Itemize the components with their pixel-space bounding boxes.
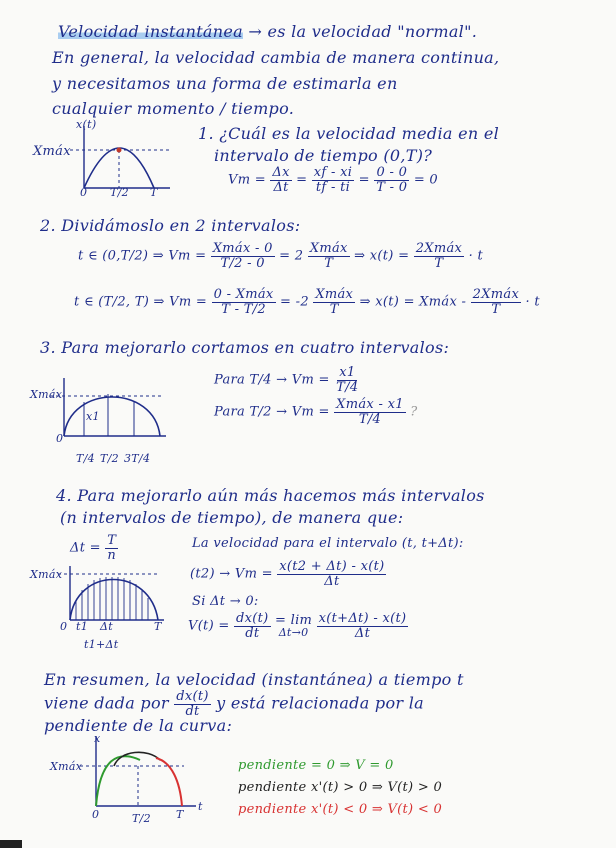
s3-p2-start: Para T/2 → Vm =	[214, 404, 330, 420]
s2-l1-mid: = 2	[279, 248, 304, 264]
summary-T: T	[176, 808, 184, 821]
s1-origin: 0	[80, 186, 88, 199]
s3-para-1	[214, 366, 360, 394]
summary-frac-num: dx(t)	[176, 689, 209, 704]
s3-title: 3. Para mejorarlo cortamos en cuatro intervalos:	[40, 338, 450, 357]
s4-lim	[275, 614, 312, 639]
intro-line-4: cualquier momento / tiempo.	[52, 99, 295, 118]
s3-p1-den: T/4	[336, 379, 359, 395]
s3-p1-frac	[334, 366, 360, 394]
s2-l1-den: T/2 - 0	[220, 255, 265, 271]
s4-t1dt: t1+Δt	[84, 638, 119, 651]
s2-l2-start: t ∈ (T/2, T) ⇒ Vm =	[74, 294, 208, 310]
s3-p2-end: ?	[410, 404, 418, 420]
s2-l2-arrow: ⇒ x(t) = Xmáx -	[359, 294, 467, 310]
s2-l1-den3: T	[434, 255, 444, 271]
s1-tfti: tf - ti	[315, 179, 351, 195]
s2-l1-arrow: ⇒ x(t) =	[354, 248, 410, 264]
s3-para-2	[214, 398, 418, 426]
s4-t1: t1	[76, 620, 89, 633]
summary-line-2-end: y está relacionada por la	[216, 693, 424, 713]
s4-vel-line: La velocidad para el intervalo (t, t+Δt):	[192, 536, 464, 551]
s2-l1-num2: Xmáx	[309, 241, 348, 256]
intro-highlight: Velocidad instantánea	[58, 22, 243, 41]
summary-line-3: pendiente de la curva:	[44, 716, 233, 735]
summary-origin: 0	[92, 808, 100, 821]
s3-origin: 0	[56, 432, 64, 445]
s1-vm: Vm =	[228, 172, 266, 188]
s2-l2-end: · t	[525, 294, 540, 310]
summary-black-rule: pendiente x'(t) > 0 ⇒ V(t) > 0	[238, 780, 443, 795]
s1-dt: Δt	[273, 179, 289, 195]
s1-dx: Δx	[272, 165, 290, 180]
summary-frac-den: dt	[185, 703, 200, 719]
s1-result: = 0	[413, 172, 439, 188]
s3-p2-num: Xmáx - x1	[336, 397, 404, 412]
scan-corner-mark	[0, 840, 22, 848]
summary-graph	[44, 730, 214, 830]
s3-p1-num: x1	[339, 365, 356, 380]
s2-l1-start: t ∈ (0,T/2) ⇒ Vm =	[78, 248, 207, 264]
s4-v-frac	[234, 612, 271, 640]
s4-dt-mark: Δt	[100, 620, 113, 633]
s1-zero: 0 - 0	[376, 165, 408, 180]
s1-eq-2: =	[358, 172, 370, 188]
s4-v-den: dt	[245, 625, 260, 641]
s2-l1-num: Xmáx - 0	[212, 241, 273, 256]
intro-line-2: En general, la velocidad cambia de manera continua,	[52, 48, 500, 67]
s1-frac-3	[374, 166, 409, 194]
s4-si: Si Δt → 0:	[192, 594, 259, 609]
s3-t2: T/2	[100, 452, 119, 465]
intro-line-3: y necesitamos una forma de estimarla en	[52, 74, 398, 93]
s2-l1-frac-1	[211, 242, 275, 270]
s2-l2-den: T - T/2	[221, 301, 266, 317]
s1-xmax: Xmáx	[33, 144, 71, 159]
s2-l1-den2: T	[324, 255, 334, 271]
s4-v-start: V(t) =	[188, 618, 230, 634]
s3-t4: T/4	[76, 452, 95, 465]
s1-T: T	[150, 186, 158, 199]
s1-question-1: 1. ¿Cuál es la velocidad media en el	[198, 124, 500, 143]
s4-line-1: 4. Para mejorarlo aún más hacemos más intervalos	[56, 486, 485, 505]
intro-line-1	[58, 22, 477, 41]
s1-t2: T/2	[110, 186, 129, 199]
s3-xmax: Xmáx	[30, 388, 63, 401]
s1-axis-label: x(t)	[76, 118, 97, 131]
s1-Tzero: T - 0	[376, 179, 408, 195]
summary-line-2-start: viene dada por	[44, 693, 169, 713]
s4-v-frac-2	[317, 612, 409, 640]
summary-frac	[174, 690, 211, 718]
s4-t2-den: Δt	[324, 573, 340, 589]
s2-l1-num3: 2Xmáx	[415, 241, 463, 256]
s1-eq-1: =	[296, 172, 308, 188]
s2-l1-frac-2	[308, 242, 350, 270]
s4-dt-label: Δt =	[70, 540, 101, 556]
s4-t2-formula	[190, 560, 386, 588]
s4-lim-label: = lim	[275, 612, 313, 628]
s2-l2-frac-3	[471, 288, 521, 316]
s2-l2-den3: T	[491, 301, 501, 317]
s1-question-2: intervalo de tiempo (0,T)?	[214, 146, 433, 165]
s3-x1: x1	[86, 410, 100, 423]
s4-origin: 0	[60, 620, 68, 633]
s3-p2-den: T/4	[358, 411, 382, 427]
s2-line-2	[74, 288, 540, 316]
s1-xfxi: xf - xi	[313, 165, 353, 180]
s4-t2-frac	[277, 560, 386, 588]
s2-l2-num3: 2Xmáx	[472, 287, 520, 302]
summary-axis-x: x	[94, 732, 101, 745]
s1-frac-2	[312, 166, 354, 194]
s4-dt-num: T	[107, 533, 117, 548]
s4-lim-sub: Δt→0	[278, 626, 309, 640]
s3-p2-frac	[334, 398, 406, 426]
s2-l1-frac-3	[414, 242, 464, 270]
s1-frac-1	[270, 166, 291, 194]
summary-axis-t: t	[198, 800, 203, 813]
s2-l2-mid: = -2	[280, 294, 309, 310]
s2-l2-num2: Xmáx	[315, 287, 354, 302]
intro-line-1-rest: → es la velocidad "normal".	[248, 22, 478, 41]
s4-T: T	[154, 620, 162, 633]
s4-v-formula	[188, 612, 408, 640]
summary-line-2	[44, 690, 424, 718]
s1-formula	[228, 166, 438, 194]
s4-dt-frac	[105, 534, 118, 562]
s2-line-1	[78, 242, 483, 270]
s2-l1-end: · t	[468, 248, 483, 264]
s4-dt	[70, 534, 118, 562]
s3-t34: 3T/4	[124, 452, 151, 465]
s2-l2-den2: T	[329, 301, 339, 317]
summary-red-rule: pendiente x'(t) < 0 ⇒ V(t) < 0	[238, 802, 443, 817]
summary-line-1: En resumen, la velocidad (instantánea) a tiempo t	[44, 670, 464, 689]
s4-xmax: Xmáx	[30, 568, 63, 581]
s2-l2-frac-2	[313, 288, 355, 316]
s2-l2-frac-1	[212, 288, 276, 316]
s4-dt-den: n	[107, 547, 117, 563]
s4-v-den2: Δt	[354, 625, 371, 641]
s4-v-num2: x(t+Δt) - x(t)	[318, 611, 407, 626]
s4-t2-start: (t2) → Vm =	[190, 566, 273, 582]
s2-l2-num: 0 - Xmáx	[213, 287, 274, 302]
s4-line-2: (n intervalos de tiempo), de manera que:	[60, 508, 404, 527]
s3-p1-start: Para T/4 → Vm =	[214, 372, 330, 388]
summary-green-rule: pendiente = 0 ⇒ V = 0	[238, 758, 394, 773]
s4-t2-num: x(t2 + Δt) - x(t)	[279, 559, 385, 574]
summary-xmax: Xmáx	[50, 760, 83, 773]
s4-v-num: dx(t)	[236, 611, 269, 626]
summary-t2: T/2	[132, 812, 151, 825]
s2-title: 2. Dividámoslo en 2 intervalos:	[40, 216, 301, 235]
